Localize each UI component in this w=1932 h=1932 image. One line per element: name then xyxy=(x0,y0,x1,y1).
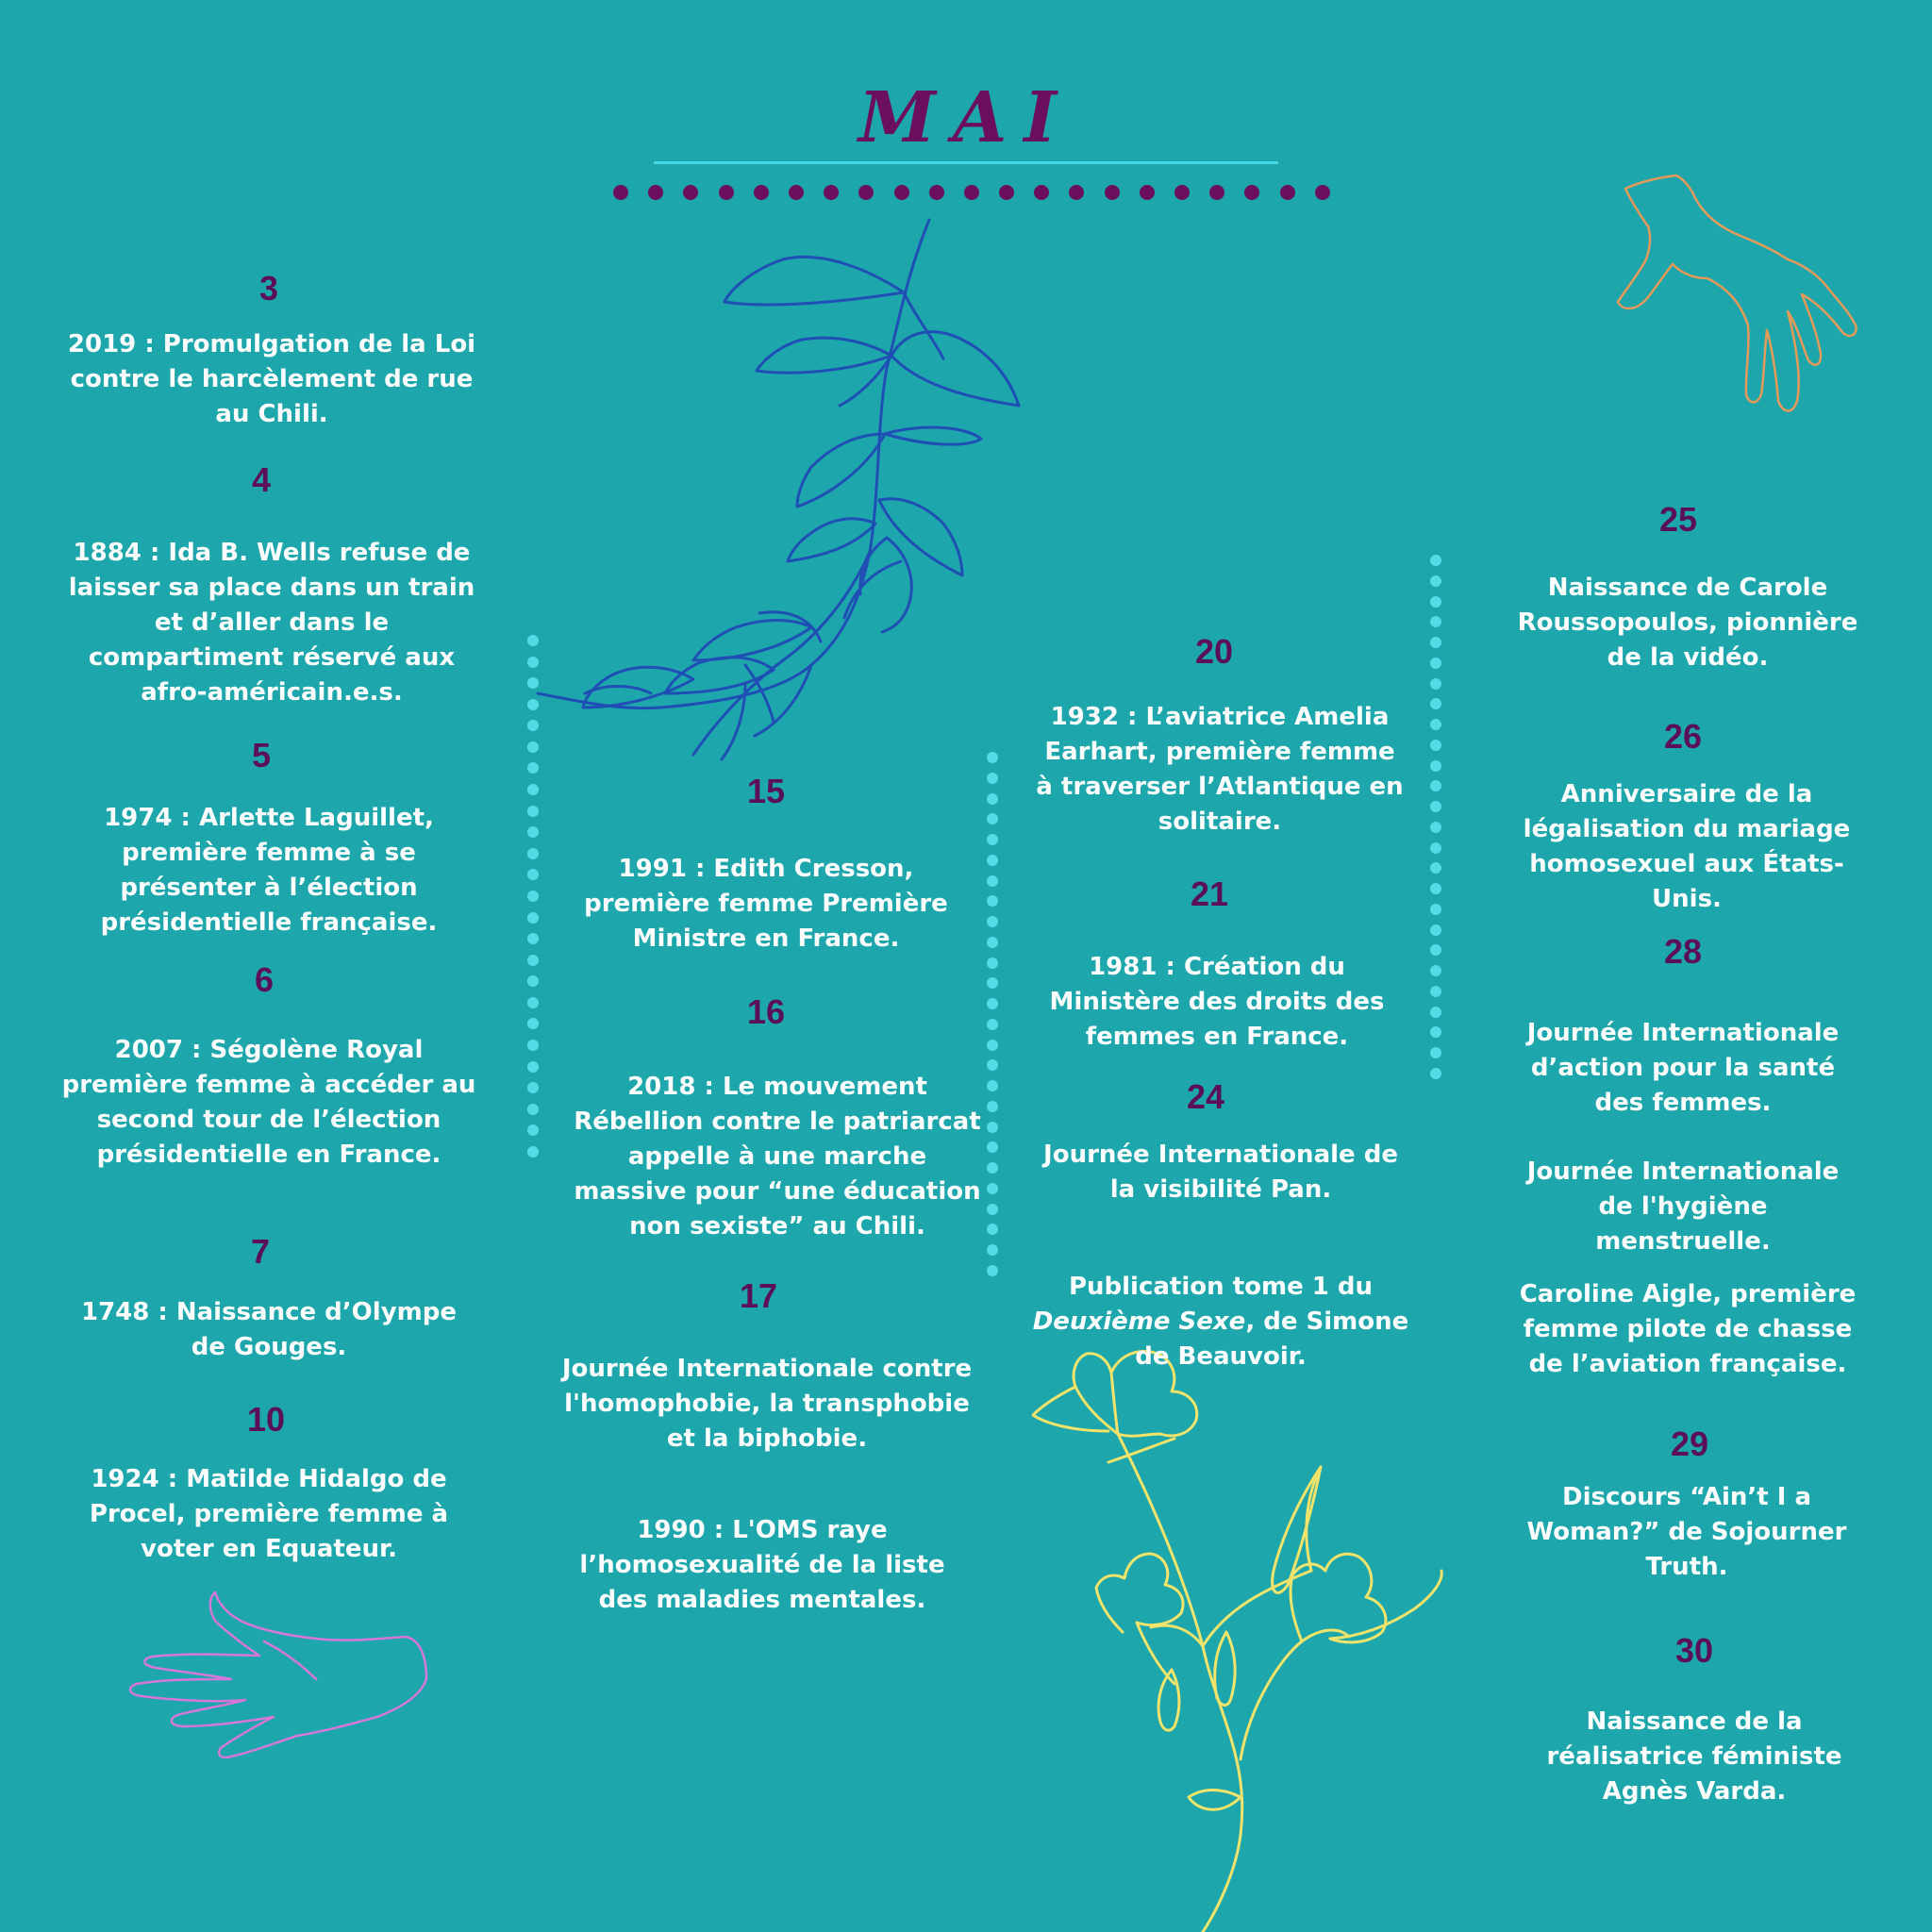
event-text: 1884 : Ida B. Wells refuse de laisser sa place dans un train et d’aller dans le compartiment réservé aux afro-américain.e.s. xyxy=(68,539,475,707)
event-text: 2018 : Le mouvement Rébellion contre le patriarcat appelle à une marche massive pour “une éducation non sexiste” au Chili. xyxy=(574,1073,981,1241)
event-text: 1748 : Naissance d’Olympe de Gouges. xyxy=(81,1298,457,1361)
day-30: 30 xyxy=(1674,1631,1714,1670)
divider-dots-2 xyxy=(987,752,998,1276)
event-text: 1981 : Création du Ministère des droits des femmes en France. xyxy=(1049,953,1385,1051)
day-10: 10 xyxy=(246,1400,286,1439)
day-3: 3 xyxy=(258,269,279,308)
event-text: 1974 : Arlette Laguillet, première femme à se présenter à l’élection présidentielle française. xyxy=(100,804,438,937)
divider-dots-3 xyxy=(1430,555,1441,1079)
event-text: Journée Internationale contre l'homophobie, la transphobie et la biphobie. xyxy=(561,1355,973,1453)
day-29: 29 xyxy=(1670,1424,1709,1463)
event-text: Naissance de Carole Roussopoulos, pionnière de la vidéo. xyxy=(1517,574,1858,672)
hand-orange-illustration xyxy=(1608,170,1882,453)
day-28: 28 xyxy=(1663,932,1703,971)
event-text: 2007 : Ségolène Royal première femme à accéder au second tour de l’élection présidentielle en France. xyxy=(61,1036,476,1169)
page-title: MAI xyxy=(858,77,1074,158)
event-text: Journée Internationale d’action pour la santé des femmes. xyxy=(1526,1019,1840,1117)
event-text: Journée Internationale de la visibilité Pan. xyxy=(1043,1141,1398,1204)
event-text: Naissance de la réalisatrice féministe Agnès Varda. xyxy=(1546,1707,1842,1806)
event-text: 1991 : Edith Cresson, première femme Première Ministre en France. xyxy=(584,855,948,953)
day-16: 16 xyxy=(746,992,786,1031)
day-7: 7 xyxy=(250,1232,271,1271)
day-15: 15 xyxy=(746,772,786,810)
hand-pink-illustration xyxy=(94,1585,443,1774)
day-21: 21 xyxy=(1190,874,1229,913)
day-4: 4 xyxy=(251,460,272,499)
day-20: 20 xyxy=(1194,632,1234,671)
event-text: 2019 : Promulgation de la Loi contre le harcèlement de rue au Chili. xyxy=(67,330,476,428)
event-text-publication: Publication tome 1 du Deuxième Sexe, de Simone de Beauvoir. xyxy=(1032,1273,1409,1371)
event-text: Journée Internationale de l'hygiène menstruelle. xyxy=(1526,1158,1840,1256)
flower-illustration xyxy=(1019,1344,1453,1932)
day-17: 17 xyxy=(739,1276,778,1315)
event-text: 1990 : L'OMS raye l’homosexualité de la liste des maladies mentales. xyxy=(579,1516,945,1614)
title-dots-divider xyxy=(613,185,1330,198)
event-text: Discours “Ain’t I a Woman?” de Sojourner Truth. xyxy=(1526,1483,1847,1581)
day-24: 24 xyxy=(1186,1077,1225,1116)
title-underline xyxy=(654,161,1278,164)
day-25: 25 xyxy=(1658,500,1698,539)
event-text: 1932 : L’aviatrice Amelia Earhart, première femme à traverser l’Atlantique en solitaire. xyxy=(1036,703,1404,836)
day-6: 6 xyxy=(254,960,275,999)
event-text: Caroline Aigle, première femme pilote de chasse de l’aviation française. xyxy=(1519,1280,1857,1378)
leaf-branch-illustration xyxy=(528,212,1057,759)
event-text: Anniversaire de la légalisation du mariage homosexuel aux États-Unis. xyxy=(1523,780,1851,913)
event-text: 1924 : Matilde Hidalgo de Procel, première femme à voter en Equateur. xyxy=(89,1465,449,1563)
day-5: 5 xyxy=(251,736,272,774)
day-26: 26 xyxy=(1663,717,1703,756)
